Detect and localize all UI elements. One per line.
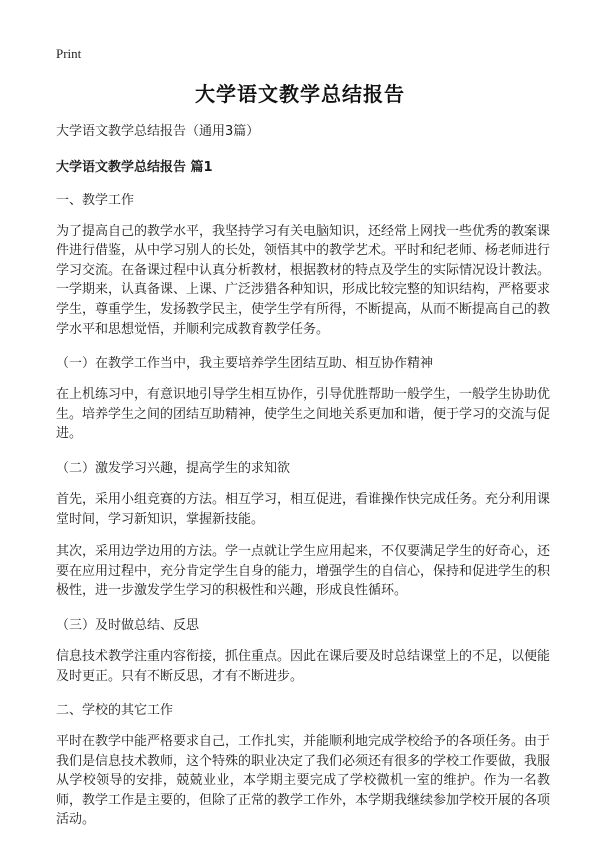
heading-teaching-work: 一、教学工作 [56,192,135,208]
paragraph-5: 信息技术教学注重内容衔接，抓住重点。因此在课后要及时总结课堂上的不足，以便能及时更正。只有不断反思，才有不断进步。 [56,648,551,684]
paragraph-4: 其次，采用边学边用的方法。学一点就让学生应用起来，不仅要满足学生的好奇心，还要在应用过程中，充分肯定学生自身的能力，增强学生的自信心，保持和促进学生的积极性，进一步激发学生学习的积极性和兴趣，形成良性循环。 [56,544,551,599]
section-title: 大学语文教学总结报告 篇1 [56,159,213,175]
document-subtitle: 大学语文教学总结报告（通用3篇） [56,124,260,139]
print-label[interactable]: Print [56,46,82,61]
heading-teamwork: （一）在教学工作当中，我主要培养学生团结互助、相互协作精神 [56,356,434,372]
heading-interest: （二）激发学习兴趣，提高学生的求知欲 [56,460,291,476]
document-title: 大学语文教学总结报告 [195,82,405,106]
document-body [56,122,550,843]
heading-other-work: 二、学校的其它工作 [56,703,174,719]
paragraph-3: 首先，采用小组竞赛的方法。相互学习，相互促进，看谁操作快完成任务。充分利用课堂时间，学习新知识，掌握新技能。 [56,491,551,527]
paragraph-1: 为了提高自己的教学水平，我坚持学习有关电脑知识，还经常上网找一些优秀的教案课件进行借鉴，从中学习别人的长处，领悟其中的教学艺术。平时和纪老师、杨老师进行学习交流。在备课过程中认真分析教材，根据教材的特点及学生的实际情况设计教法。一学期来，认真备课、上课、广泛涉猎各种知识，形成比较完整的知识结构，严格要求学生，尊重学生，发扬教学民主，使学生学有所得，不断提高，从而不断提高自己的教学水平和思想觉悟，并顺利完成教育教学任务。 [56,223,551,337]
paragraph-6: 平时在教学中能严格要求自己，工作扎实，并能顺利地完成学校给予的各项任务。由于我们是信息技术教师，这个特殊的职业决定了我们必须还有很多的学校工作要做，我服从学校领导的安排，兢兢业业，本学期主要完成了学校微机一室的维护。作为一名教师，教学工作是主要的，但除了正常的教学工作外，本学期我继续参加学校开展的各项活动。 [56,734,551,828]
paragraph-2: 在上机练习中，有意识地引导学生相互协作，引导优胜帮助一般学生，一般学生协助优生。培养学生之间的团结互助精神，使学生之间地关系更加和谐，便于学习的交流与促进。 [56,387,551,442]
heading-reflection: （三）及时做总结、反思 [56,617,200,633]
